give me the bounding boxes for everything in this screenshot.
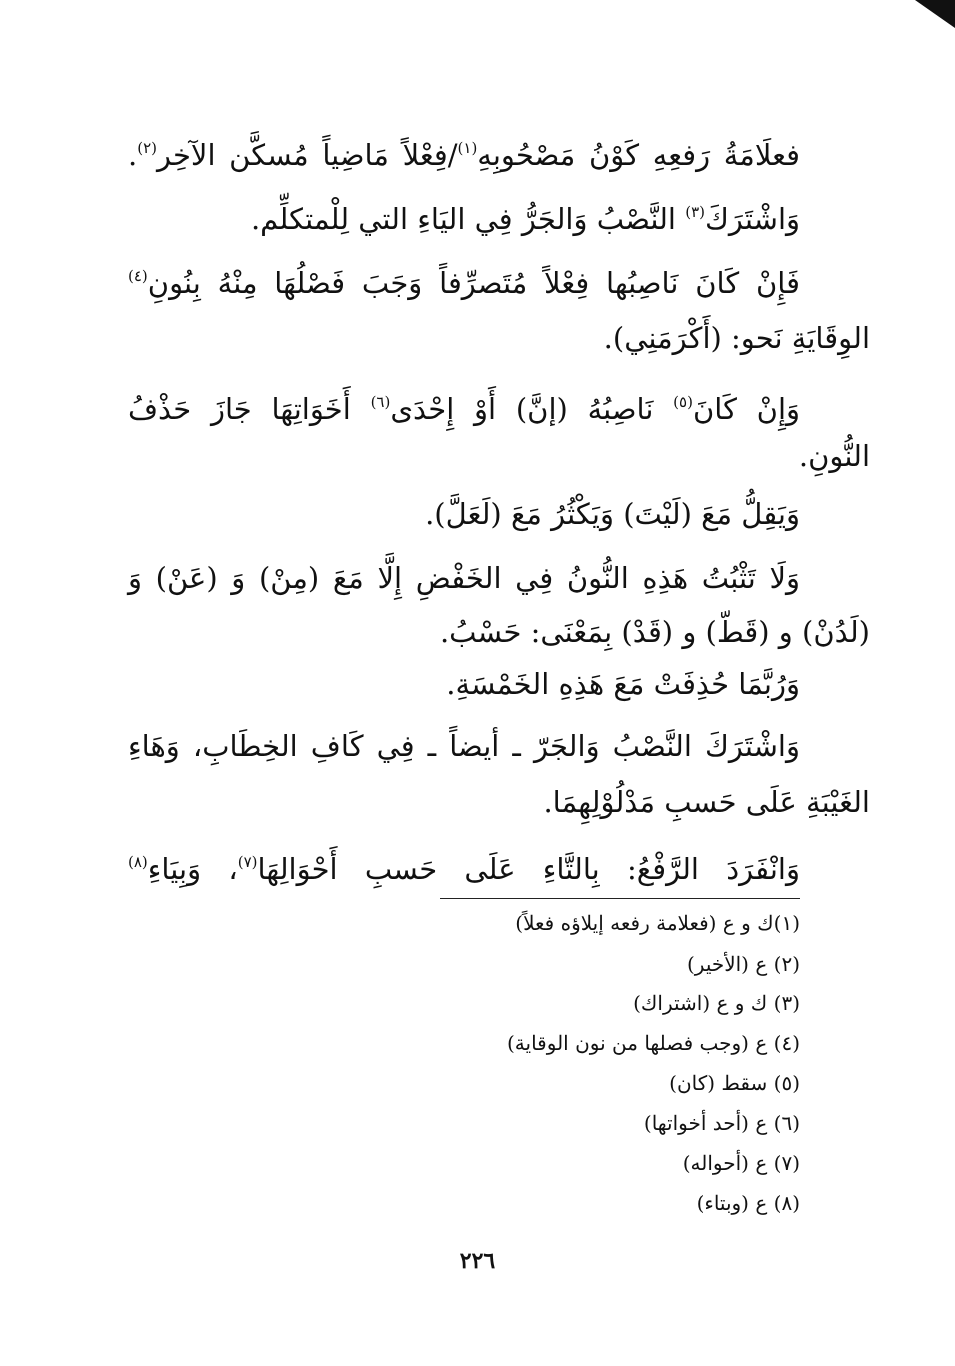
text-line-7: وَيَقِلُّ مَعَ (لَيْتَ) وَيَكْثُرُ مَعَ (لَعَلَّ).: [425, 497, 800, 531]
text-line-4: الوِقَايَةِ نَحو: (أَكْرَمَنِي).: [603, 321, 870, 355]
footnote-ref: (٧): [237, 853, 258, 871]
text-line-8: وَلَا تَثْبُتُ هَذِهِ النُّونُ فِي الخَفْضِ إِلَّا مَعَ (مِنْ) وَ (عَنْ) وَ: [128, 561, 800, 595]
footnote-ref: (٤): [128, 267, 148, 285]
page-number: ٢٢٦: [459, 1248, 496, 1274]
text-line-3: فَإِنْ كَانَ نَاصِبُها فِعْلاً مُتَصرِّفاً وَجَبَ فَصْلُهَا مِنْهُ بِنُونِ$^{(٤)}$: [128, 266, 800, 300]
footnote-7: (٧) ع (أحواله): [682, 1151, 800, 1175]
footnote-ref: (٥): [673, 393, 693, 411]
footnote-ref: (٢): [137, 139, 157, 157]
text-line-13: وَانْفَرَدَ الرَّفْعُ: بِالتَّاءِ عَلَى حَسبِ أَحْوَالِهَا$^{(٧)}$، وَبِيَاءِ$^{(٨)}$: [128, 852, 800, 886]
footnote-8: (٨) ع (وبتاء): [696, 1191, 800, 1215]
footnote-3: (٣) ك و ع (اشتراك): [633, 991, 800, 1015]
text-line-10: وَرُبَّمَا حُذِفَتْ مَعَ هَذِهِ الخَمْسَةِ.: [446, 667, 800, 701]
footnote-4: (٤) ع (وجب فصلها من نون الوقاية): [507, 1031, 800, 1055]
footnote-6: (٦) ع (أحد أخواتها): [643, 1111, 800, 1135]
footnote-ref: (٣): [685, 203, 705, 221]
text-line-11: وَاشْتَرَكَ النَّصْبُ وَالجَرّ ـ أيضاً ـ فِي كَافِ الخِطَابِ، وَهَاءِ: [128, 729, 800, 763]
corner-mark: [915, 0, 955, 28]
footnote-2: (٢) ع (الأخير): [686, 952, 800, 976]
text-line-1: فعلَامَةُ رَفعِهِ كَوْنُ مَصْحُوبِهِ$^{(١)}$/فِعْلاً مَاضِياً مُسكَّن الآخِر$^{(٢)}$.: [128, 138, 801, 172]
text-line-2: وَاشْتَرَكَ$^{(٣)}$ النَّصْبُ وَالجَرُّ فِي اليَاءِ التي لِلْمتكلِّم.: [250, 202, 800, 236]
footnote-ref: (٨): [128, 853, 148, 871]
footnote-5: (٥) سقط (كان): [669, 1071, 800, 1095]
text-line-6: النُّونِ.: [798, 439, 870, 473]
footnote-divider: [440, 898, 800, 899]
footnote-1: (١)ك و ع (فعلامة رفعه إيلاؤه فعلاً): [515, 911, 800, 935]
footnote-ref: (٦): [370, 393, 391, 411]
text-line-9: (لَدُنْ) و (قَطّ) و (قَدْ) بِمَعْنَى: حَسْبُ.: [439, 615, 870, 649]
text-line-12: الغَيْبَةِ عَلَى حَسبِ مَدْلُوْلِهِمَا.: [543, 785, 870, 819]
text-line-5: وَإِنْ كَانَ$^{(٥)}$ نَاصِبُهُ (إنَّ) أَوْ إِحْدَى$^{(٦)}$ أَخَوَاتِهَا جَازَ حَذْفُ: [128, 392, 801, 426]
footnote-ref: (١): [457, 139, 478, 157]
